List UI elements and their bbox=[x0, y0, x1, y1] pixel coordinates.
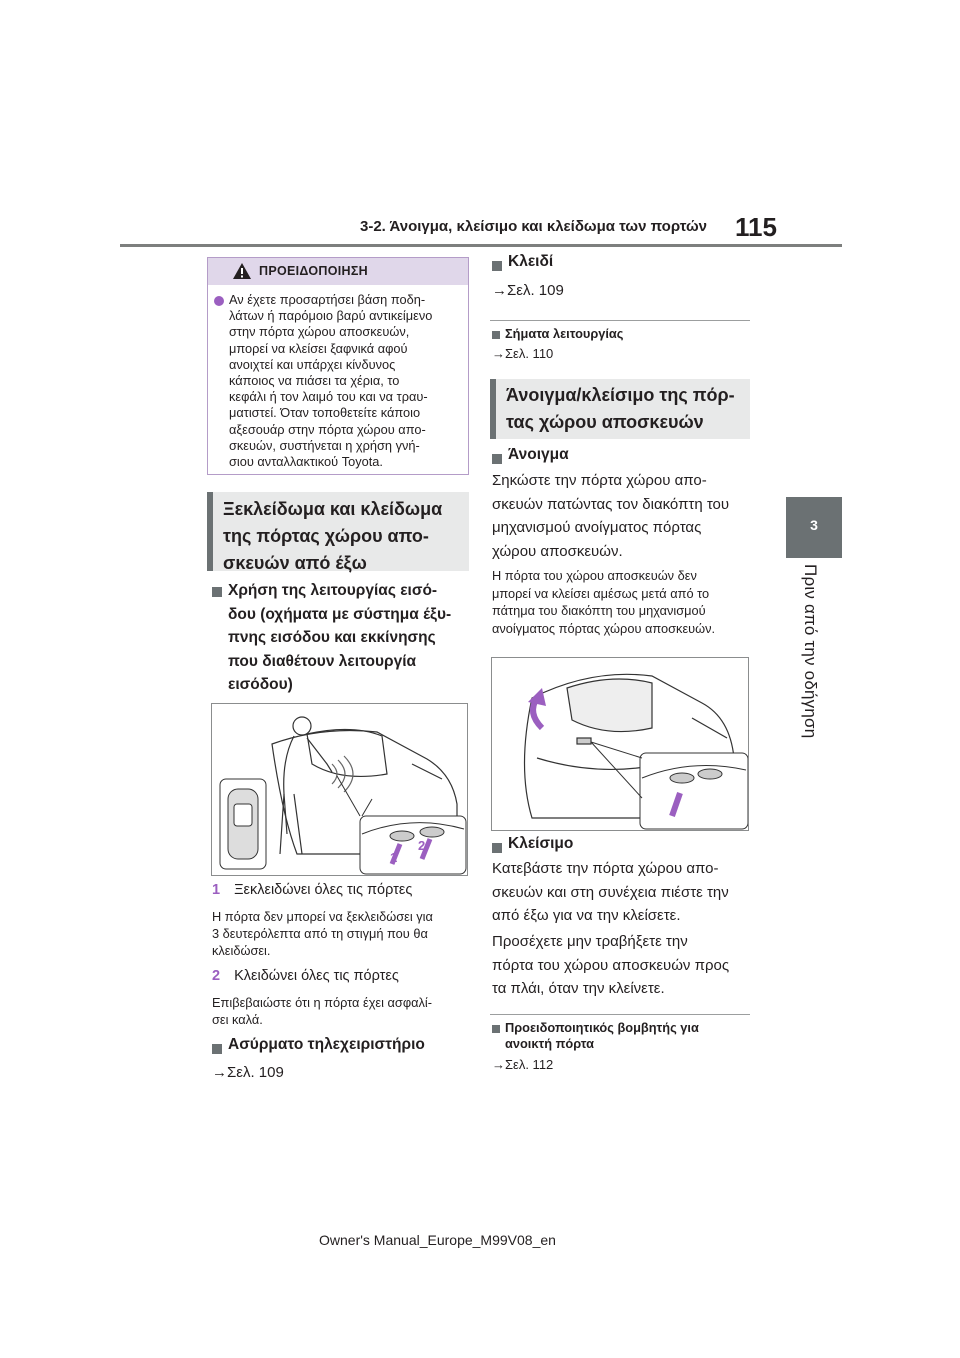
chapter-tab bbox=[786, 497, 842, 558]
step-1 bbox=[212, 882, 412, 898]
divider bbox=[490, 1014, 750, 1015]
callout-2: 2 bbox=[418, 838, 426, 853]
section-title-text: Άνοιγμα/κλείσιμο της πόρ- τας χώρου αποσκευών bbox=[506, 385, 735, 432]
footer-manual-id: Owner's Manual_Europe_M99V08_en bbox=[319, 1232, 556, 1248]
square-bullet-icon bbox=[492, 843, 502, 853]
illustration-entry-function bbox=[211, 703, 468, 876]
ref-key: →Σελ. 109 bbox=[492, 282, 564, 299]
callout-1: 1 bbox=[390, 850, 398, 865]
square-bullet-icon bbox=[492, 261, 502, 271]
chapter-title: Πριν από την οδήγηση bbox=[801, 564, 820, 739]
heading-open-door-buzzer: Προειδοποιητικός βομβητής για ανοικτή πόρτα bbox=[505, 1020, 699, 1051]
heading-key: Κλειδί bbox=[508, 253, 554, 270]
warning-header bbox=[208, 258, 468, 285]
heading-opening: Άνοιγμα bbox=[508, 446, 569, 463]
chapter-number: 3 bbox=[810, 517, 818, 533]
square-bullet-icon bbox=[492, 454, 502, 464]
step-1-note: Η πόρτα δεν μπορεί να ξεκλειδώσει για 3 δευτερόλεπτα από τη στιγμή που θα κλειδώσει. bbox=[212, 909, 433, 958]
step-2-note: Επιβεβαιώστε ότι η πόρτα έχει ασφαλί- σει καλά. bbox=[212, 995, 433, 1027]
running-header-title: 3-2. Άνοιγμα, κλείσιμο και κλείδωμα των πορτών bbox=[360, 218, 707, 235]
ref-wireless-remote: →Σελ. 109 bbox=[212, 1064, 284, 1081]
warning-bullet-icon bbox=[214, 296, 224, 306]
heading-operation-signals: Σήματα λειτουργίας bbox=[505, 326, 624, 341]
illustration-opening bbox=[491, 657, 749, 831]
square-bullet-icon bbox=[212, 1044, 222, 1054]
ref-open-door-buzzer: →Σελ. 112 bbox=[492, 1057, 554, 1072]
car-rear-person-illustration bbox=[212, 704, 468, 876]
heading-wireless-remote: Ασύρματο τηλεχειριστήριο bbox=[228, 1036, 425, 1053]
opening-text: Σηκώστε την πόρτα χώρου απο- σκευών πατώντας τον διακόπτη του μηχανισμού ανοίγματος πόρτας χώρου αποσκευών. bbox=[492, 472, 730, 560]
section-title-unlock-lock bbox=[207, 492, 469, 571]
section-title-text: Ξεκλείδωμα και κλείδωμα της πόρτας χώρου απο- σκευών από έξω bbox=[223, 499, 443, 573]
warning-text: Αν έχετε προσαρτήσει βάση ποδη- λάτων ή παρόμοιο βαρύ αντικείμενο στην πόρτα χώρου αποσκευών, μπορεί να κλείσει ξαφνικά αφού ανοιχτεί και υπάρχει κίνδυνος κάποιος να πιάσει τα χέρια, το κεφάλι ή τον λαιμό του και να τραυ- ματιστεί. Όταν τοποθετείτε κάποιο αξεσουάρ στην πόρτα χώρου απο- σκευών, συστήνεται η χρήση γνή- σιου ανταλλακτικού Toyota. bbox=[229, 292, 433, 470]
step-2-number: 2 bbox=[212, 968, 221, 984]
divider bbox=[490, 320, 750, 321]
closing-text: Κατεβάστε την πόρτα χώρου απο- σκευών και στη συνέχεια πιέστε την από έξω για να την κλείσετε. bbox=[492, 860, 729, 924]
step-1-number: 1 bbox=[212, 882, 221, 898]
header-rule bbox=[120, 244, 842, 247]
opening-note: Η πόρτα του χώρου αποσκευών δεν μπορεί να κλείσει αμέσως μετά από το πάτημα του διακόπτη του μηχανισμού ανοίγματος πόρτας χώρου αποσκευών. bbox=[492, 568, 716, 636]
page-number: 115 bbox=[735, 212, 777, 242]
heading-closing: Κλείσιμο bbox=[508, 835, 574, 852]
square-bullet-icon bbox=[212, 587, 222, 597]
step-1-text: Ξεκλειδώνει όλες τις πόρτες bbox=[234, 882, 413, 898]
chapter-title-vertical bbox=[792, 564, 832, 744]
closing-caution-text: Προσέχετε μην τραβήξετε την πόρτα του χώρου αποσκευών προς τα πλάι, όταν την κλείνετε. bbox=[492, 933, 730, 997]
ref-operation-signals: →Σελ. 110 bbox=[492, 346, 554, 361]
heading-entry-function: Χρήση της λειτουργίας εισό- δου (οχήματα με σύστημα έξυ- πνης εισόδου και εκκίνησης που διαθέτουν λειτουργία εισόδου) bbox=[228, 582, 452, 693]
warning-label: ΠΡΟΕΙΔΟΠΟΙΗΣΗ bbox=[259, 264, 368, 278]
square-bullet-icon bbox=[492, 1025, 500, 1033]
step-2 bbox=[212, 968, 399, 984]
tailgate-opening-illustration bbox=[492, 658, 749, 831]
warning-box bbox=[207, 257, 469, 475]
step-2-text: Κλειδώνει όλες τις πόρτες bbox=[234, 968, 399, 984]
warning-triangle-icon bbox=[232, 262, 252, 280]
section-title-open-close bbox=[490, 379, 750, 439]
square-bullet-icon bbox=[492, 331, 500, 339]
